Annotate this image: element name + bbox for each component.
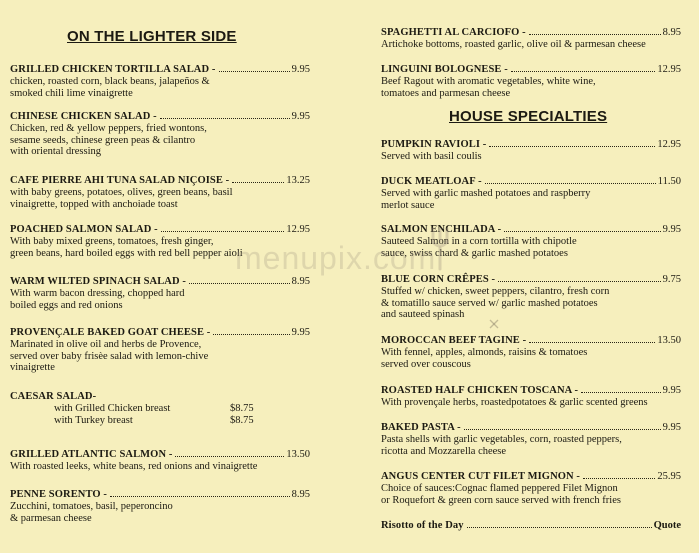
item-price: 13.25 [286, 175, 310, 186]
menu-item [381, 274, 681, 321]
item-name: GRILLED CHICKEN TORTILLA SALAD - [10, 64, 216, 75]
menu-item [10, 64, 310, 99]
item-name: DUCK MEATLOAF - [381, 176, 482, 187]
leader-dots [489, 146, 655, 147]
menu-item [10, 175, 310, 210]
menu-item [10, 327, 310, 374]
leader-dots [161, 231, 285, 232]
item-description: Sauteed Salmon in a corn tortilla with chipotle sauce, swiss chard & garlic mashed potatoes [381, 236, 577, 259]
menu-item-caesar [10, 391, 310, 427]
leader-dots [175, 456, 284, 457]
leader-dots [464, 429, 661, 430]
leader-dots [504, 231, 660, 232]
leader-dots [581, 392, 661, 393]
item-price: 13.50 [286, 449, 310, 460]
item-price: 9.95 [662, 224, 681, 235]
item-price: 8.95 [291, 489, 310, 500]
item-price: 8.95 [662, 27, 681, 38]
leader-dots [232, 182, 284, 183]
item-price: 9.95 [291, 111, 310, 122]
item-name: POACHED SALMON SALAD - [10, 224, 158, 235]
item-description: With warm bacon dressing, chopped hard boiled eggs and red onions [10, 288, 185, 311]
item-name: ANGUS CENTER CUT FILET MIGNON - [381, 471, 581, 482]
item-description: Stuffed w/ chicken, sweet peppers, cilantro, fresh corn & tomatillo sauce served w/ garlic mashed potatoes and sauteed spinash [381, 286, 610, 320]
item-description: Artichoke bottoms, roasted garlic, olive oil & parmesan cheese [381, 39, 646, 50]
item-name: CHINESE CHICKEN SALAD - [10, 111, 157, 122]
item-name: PENNE SORENTO - [10, 489, 107, 500]
item-price: 9.95 [662, 422, 681, 433]
item-description: Choice of sauces:Cognac flamed peppered Filet Mignon or Roquefort & green corn sauce served with french fries [381, 483, 621, 506]
item-price: 25.95 [657, 471, 681, 482]
item-description: Pasta shells with garlic vegetables, corn, roasted peppers, ricotta and Mozzarella cheese [381, 434, 622, 457]
item-name: PUMPKIN RAVIOLI - [381, 139, 487, 150]
leader-dots [467, 527, 652, 528]
close-icon [488, 318, 500, 330]
item-description: With fennel, apples, almonds, raisins & tomatoes served over couscous [381, 347, 588, 370]
item-description: with baby greens, potatoes, olives, green beans, basil vinaigrette, topped with anchoiade toast [10, 187, 233, 210]
item-price: 9.95 [291, 64, 310, 75]
item-price: 12.95 [657, 139, 681, 150]
item-name: MOROCCAN BEEF TAGINE - [381, 335, 527, 346]
item-price: 12.95 [657, 64, 681, 75]
leader-dots [213, 334, 289, 335]
menu-item [10, 111, 310, 158]
item-name: ROASTED HALF CHICKEN TOSCANA - [381, 385, 579, 396]
leader-dots [498, 281, 661, 282]
item-description: Served with basil coulis [381, 151, 482, 162]
item-name: BLUE CORN CRÊPES - [381, 274, 496, 285]
item-variant: with Turkey breast $8.75 [54, 415, 254, 426]
item-description: With provençale herbs, roastedpotatoes & garlic scented greens [381, 397, 648, 408]
item-name: GRILLED ATLANTIC SALMON - [10, 449, 173, 460]
menu-item [381, 176, 681, 211]
menu-item [10, 224, 310, 259]
item-price: 13.50 [657, 335, 681, 346]
item-name: CAFE PIERRE AHI TUNA SALAD NIÇOISE - [10, 175, 230, 186]
item-name: BAKED PASTA - [381, 422, 461, 433]
item-name: CAESAR SALAD- [10, 391, 97, 402]
item-price: 9.75 [662, 274, 681, 285]
section-title-house-specialties: HOUSE SPECIALTIES [449, 108, 608, 125]
leader-dots [189, 283, 290, 284]
item-name: SPAGHETTI AL CARCIOFO - [381, 27, 526, 38]
menu-item [10, 449, 310, 473]
variant-price: $8.75 [230, 403, 254, 414]
item-price: 8.95 [291, 276, 310, 287]
item-description: Beef Ragout with aromatic vegetables, white wine, tomatoes and parmesan cheese [381, 76, 596, 99]
leader-dots [110, 496, 290, 497]
menu-item [381, 385, 681, 409]
menu-item [381, 520, 681, 532]
item-description: Served with garlic mashed potatoes and raspberry merlot sauce [381, 188, 591, 211]
item-description: With baby mixed greens, tomatoes, fresh ginger, green beans, hard boiled eggs with red bell pepper aioli [10, 236, 243, 259]
menu-item [381, 335, 681, 370]
leader-dots [511, 71, 656, 72]
item-description: Marinated in olive oil and herbs de Provence, served over baby frisèe salad with lemon-chive vinaigrette [10, 339, 209, 373]
item-description: With roasted leeks, white beans, red onions and vinaigrette [10, 461, 258, 472]
item-name: PROVENÇALE BAKED GOAT CHEESE - [10, 327, 211, 338]
item-price: Quote [653, 520, 681, 531]
section-title-lighter-side: ON THE LIGHTER SIDE [67, 28, 237, 45]
item-name: WARM WILTED SPINACH SALAD - [10, 276, 186, 287]
variant-price: $8.75 [230, 415, 254, 426]
item-price: 9.95 [662, 385, 681, 396]
menu-item [381, 27, 681, 51]
item-price: 12.95 [286, 224, 310, 235]
leader-dots [160, 118, 290, 119]
menu-item [10, 489, 310, 524]
watermark-text: menupix.com [235, 240, 437, 276]
item-variant: with Grilled Chicken breast $8.75 [54, 403, 254, 414]
menu-item [381, 64, 681, 99]
menu-item [381, 139, 681, 163]
leader-dots [485, 183, 656, 184]
menu-item [381, 224, 681, 259]
item-price: 11.50 [657, 176, 681, 187]
item-price: 9.95 [291, 327, 310, 338]
item-name: LINGUINI BOLOGNESE - [381, 64, 508, 75]
item-description: Zucchini, tomatoes, basil, peperoncino & parmesan cheese [10, 501, 173, 524]
menu-item [381, 471, 681, 506]
leader-dots [529, 34, 661, 35]
item-name: SALMON ENCHILADA - [381, 224, 502, 235]
menu-item [381, 422, 681, 457]
leader-dots [219, 71, 290, 72]
item-description: Chicken, red & yellow peppers, fried wontons, sesame seeds, chinese green peas & cilantro with oriental dressing [10, 123, 207, 157]
leader-dots [529, 342, 655, 343]
item-name: Risotto of the Day [381, 520, 464, 531]
item-description: chicken, roasted corn, black beans, jalapeños & smoked chili lime vinaigrette [10, 76, 210, 99]
leader-dots [583, 478, 655, 479]
menu-item [10, 276, 310, 311]
